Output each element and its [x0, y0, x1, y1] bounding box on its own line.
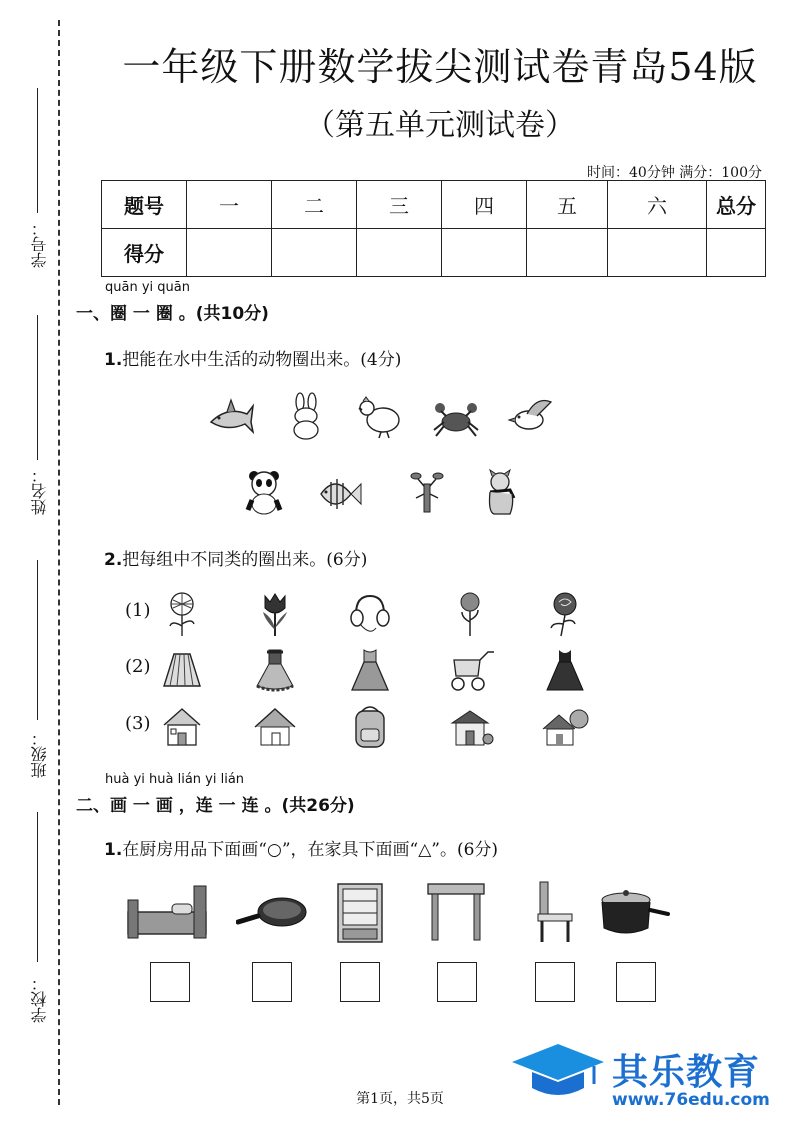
skirt-icon[interactable] — [158, 646, 206, 694]
bed-icon[interactable] — [124, 882, 210, 942]
tulip-icon[interactable] — [251, 590, 299, 638]
class-label: 班级： — [30, 730, 49, 778]
student-no-line — [37, 88, 38, 213]
score-cell[interactable] — [442, 229, 527, 277]
score-row — [102, 229, 766, 277]
group-label: (2) — [125, 656, 151, 677]
carnation-icon[interactable] — [446, 590, 494, 638]
binding-dashed-line — [58, 20, 60, 1105]
header-cell: 四 — [442, 181, 527, 229]
chrysanthemum-icon[interactable] — [158, 590, 206, 638]
q1-number: 1. — [104, 350, 123, 370]
header-cell: 题号 — [102, 181, 187, 229]
score-table — [101, 180, 766, 277]
tree-house-icon[interactable] — [541, 703, 589, 751]
cabinet-icon[interactable] — [336, 882, 384, 944]
section1-pinyin: quān yi quān — [105, 280, 190, 295]
answer-box[interactable] — [535, 962, 575, 1002]
lobster-icon[interactable] — [402, 468, 450, 516]
answer-box[interactable] — [150, 962, 190, 1002]
answer-box[interactable] — [252, 962, 292, 1002]
stroller-icon[interactable] — [448, 646, 496, 694]
name-label: 姓名： — [30, 467, 49, 515]
header-cell: 二 — [272, 181, 357, 229]
dog-icon[interactable] — [478, 468, 526, 516]
rose-icon[interactable] — [541, 590, 589, 638]
q2-number: 2. — [104, 550, 123, 570]
rabbit-icon[interactable] — [282, 392, 330, 440]
header-cell: 总分 — [707, 181, 766, 229]
logo-url: www.76edu.com — [612, 1090, 770, 1110]
student-no-label: 学号： — [30, 220, 49, 268]
section2-title: 二、画 一 画 ，连 一 连 。(共26分) — [76, 796, 355, 816]
frilly-dress-icon[interactable] — [251, 646, 299, 694]
chair-icon[interactable] — [532, 880, 576, 944]
page-subtitle: （第五单元测试卷） — [305, 108, 575, 143]
section2-pinyin: huà yi huà lián yi lián — [105, 772, 245, 787]
name-line — [37, 315, 38, 460]
shark-icon[interactable] — [207, 392, 255, 440]
header-cell: 一 — [187, 181, 272, 229]
s2-q1-text: 在厨房用品下面画“○”，在家具下面画“△”。(6分) — [122, 840, 499, 860]
header-cell: 五 — [527, 181, 608, 229]
school-label: 学校： — [30, 975, 49, 1023]
score-cell[interactable] — [707, 229, 766, 277]
score-cell[interactable] — [187, 229, 272, 277]
score-cell[interactable] — [272, 229, 357, 277]
graduation-cap-icon — [508, 1040, 608, 1100]
q2-text: 把每组中不同类的圈出来。(6分) — [122, 550, 368, 570]
logo-name: 其乐教育 — [612, 1052, 761, 1093]
section1-title: 一、圈 一 圈 。(共10分) — [76, 304, 269, 324]
score-cell[interactable] — [608, 229, 707, 277]
dress-icon[interactable] — [346, 646, 394, 694]
backpack-icon[interactable] — [346, 703, 394, 751]
school-line — [37, 812, 38, 962]
time-info: 时间：40分钟 满分：100分 — [587, 165, 762, 181]
s2-q1-number: 1. — [104, 840, 123, 860]
black-dress-icon[interactable] — [541, 646, 589, 694]
class-line — [37, 560, 38, 720]
hen-icon[interactable] — [355, 392, 403, 440]
score-header-row — [102, 181, 766, 229]
page-title: 一年级下册数学拔尖测试卷青岛54版 — [122, 45, 758, 89]
header-cell: 六 — [608, 181, 707, 229]
cottage-icon[interactable] — [251, 703, 299, 751]
panda-icon[interactable] — [240, 468, 288, 516]
headphones-icon[interactable] — [346, 590, 394, 638]
frying-pan-icon[interactable] — [236, 890, 308, 934]
bird-icon[interactable] — [507, 392, 555, 440]
crab-icon[interactable] — [432, 394, 480, 442]
group-label: (3) — [125, 713, 151, 734]
house-icon[interactable] — [158, 703, 206, 751]
fish-icon[interactable] — [315, 470, 363, 518]
answer-box[interactable] — [616, 962, 656, 1002]
table-icon[interactable] — [426, 882, 486, 942]
small-house-icon[interactable] — [446, 703, 494, 751]
page-number: 第1页，共5页 — [356, 1091, 444, 1107]
group-label: (1) — [125, 600, 151, 621]
answer-box[interactable] — [340, 962, 380, 1002]
q1-text: 把能在水中生活的动物圈出来。(4分) — [122, 350, 402, 370]
answer-box[interactable] — [437, 962, 477, 1002]
header-cell: 三 — [357, 181, 442, 229]
pot-icon[interactable] — [598, 888, 670, 938]
score-row-label: 得分 — [102, 229, 187, 277]
score-cell[interactable] — [357, 229, 442, 277]
score-cell[interactable] — [527, 229, 608, 277]
